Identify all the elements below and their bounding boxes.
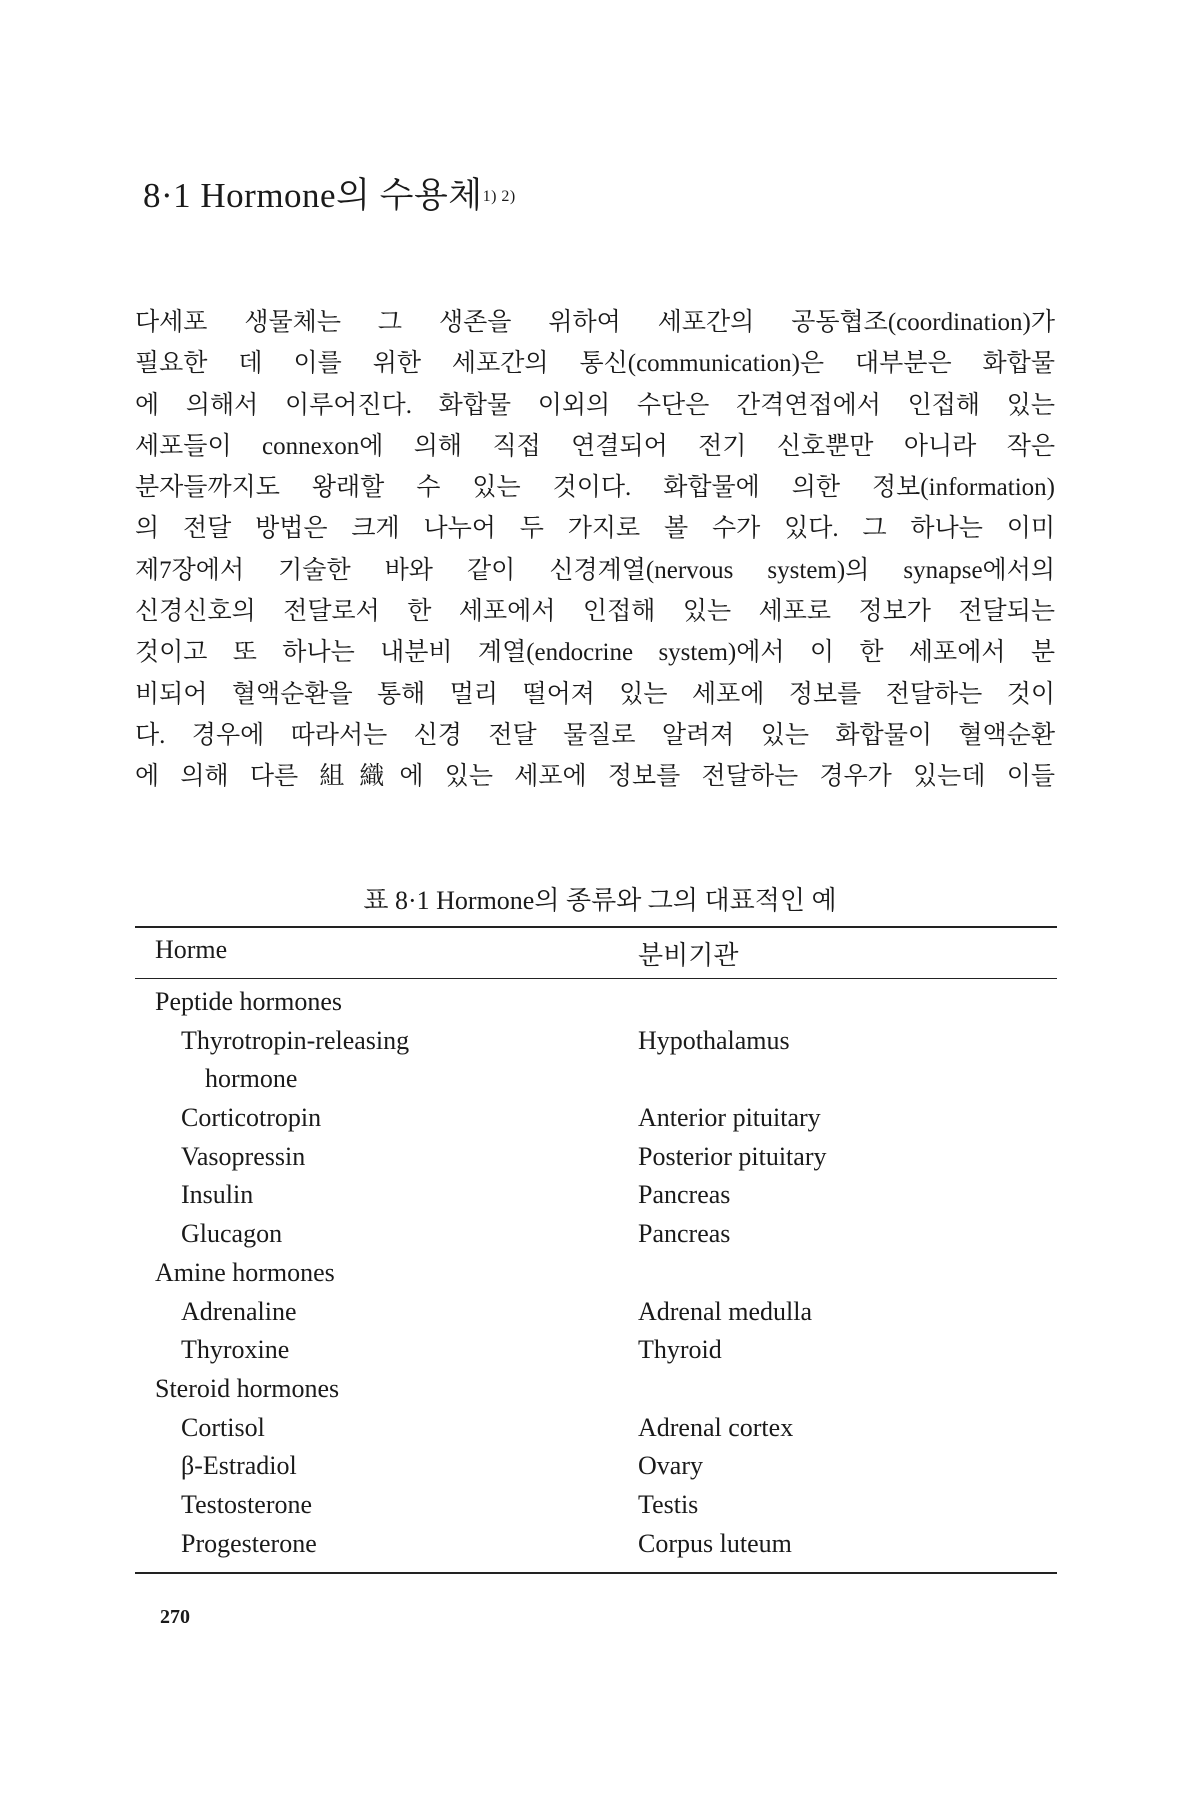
table-row bbox=[0, 1486, 1200, 1525]
table-row bbox=[0, 1409, 1200, 1448]
table-row bbox=[0, 1447, 1200, 1486]
table-row bbox=[0, 983, 1200, 1022]
section-title: 8·1 Hormone의 수용체 bbox=[143, 176, 483, 215]
paragraph-line: 비되어 혈액순환을 통해 멀리 떨어져 있는 세포에 정보를 전달하는 것이 bbox=[135, 680, 1055, 708]
table-row bbox=[0, 1525, 1200, 1564]
paragraph-line: 것이고 또 하나는 내분비 계열(endocrine system)에서 이 한 세포에서 분 bbox=[135, 639, 1055, 667]
secreting-organ: Hypothalamus bbox=[638, 1025, 790, 1055]
secreting-organ: Thyroid bbox=[638, 1335, 722, 1365]
hormone-name: Corticotropin bbox=[181, 1103, 322, 1133]
table-header-organ: 분비기관 bbox=[638, 941, 739, 970]
table-row bbox=[0, 1215, 1200, 1254]
paragraph-line: 에 의해 다른 組織에 있는 세포에 정보를 전달하는 경우가 있는데 이들 bbox=[135, 763, 1055, 791]
table-body bbox=[0, 983, 1200, 1563]
table-row bbox=[0, 1060, 1200, 1099]
hormone-name: Cortisol bbox=[181, 1412, 265, 1442]
hormone-name: Adrenaline bbox=[181, 1296, 297, 1326]
secreting-organ: Anterior pituitary bbox=[638, 1103, 821, 1133]
table-row bbox=[0, 1254, 1200, 1293]
table-header-rule bbox=[135, 978, 1057, 979]
hormone-name: β-Estradiol bbox=[181, 1451, 297, 1481]
table-row bbox=[0, 1293, 1200, 1332]
hormone-name: Vasopressin bbox=[181, 1141, 306, 1171]
hormone-name: Progesterone bbox=[181, 1528, 317, 1558]
table-row bbox=[0, 1022, 1200, 1061]
hormone-name: Steroid hormones bbox=[155, 1373, 340, 1403]
paragraph-line: 필요한 데 이를 위한 세포간의 통신(communication)은 대부분은 화합물 bbox=[135, 350, 1055, 378]
paragraph-line: 신경신호의 전달로서 한 세포에서 인접해 있는 세포로 정보가 전달되는 bbox=[135, 598, 1055, 626]
paragraph-line: 다세포 생물체는 그 생존을 위하여 세포간의 공동협조(coordination)가 bbox=[135, 309, 1055, 336]
page-number: 270 bbox=[160, 1606, 190, 1628]
hormone-name: Peptide hormones bbox=[155, 987, 343, 1016]
section-refs: 1) 2) bbox=[482, 188, 516, 205]
paragraph-line: 세포들이 connexon에 의해 직접 연결되어 전기 신호뿐만 아니라 작은 bbox=[135, 432, 1055, 460]
paragraph-line: 다. 경우에 따라서는 신경 전달 물질로 알려져 있는 화합물이 혈액순환 bbox=[135, 721, 1055, 749]
hormone-name: Amine hormones bbox=[155, 1257, 335, 1287]
paragraph-line: 제7장에서 기술한 바와 같이 신경계열(nervous system)의 synapse에서의 bbox=[135, 556, 1055, 584]
table-row bbox=[0, 1370, 1200, 1409]
hormone-name: hormone bbox=[205, 1064, 298, 1094]
secreting-organ: Ovary bbox=[638, 1451, 703, 1481]
table-bottom-rule bbox=[135, 1572, 1057, 1574]
secreting-organ: Pancreas bbox=[638, 1180, 731, 1210]
secreting-organ: Adrenal cortex bbox=[638, 1412, 794, 1442]
paragraph-line: 분자들까지도 왕래할 수 있는 것이다. 화합물에 의한 정보(information) bbox=[135, 474, 1055, 502]
table-caption: 표 8·1 Hormone의 종류와 그의 대표적인 예 bbox=[363, 886, 837, 915]
secreting-organ: Pancreas bbox=[638, 1219, 731, 1249]
hormone-name: Testosterone bbox=[181, 1489, 313, 1519]
table-row bbox=[0, 1099, 1200, 1138]
secreting-organ: Adrenal medulla bbox=[638, 1296, 812, 1326]
section-heading bbox=[143, 168, 516, 218]
hormone-name: Thyrotropin-releasing bbox=[181, 1025, 410, 1055]
secreting-organ: Posterior pituitary bbox=[638, 1141, 827, 1171]
hormone-name: Insulin bbox=[181, 1180, 254, 1210]
paragraph-line: 의 전달 방법은 크게 나누어 두 가지로 볼 수가 있다. 그 하나는 이미 bbox=[135, 515, 1055, 543]
table-top-rule bbox=[135, 926, 1057, 928]
table-row bbox=[0, 1138, 1200, 1177]
table-header-hormone: Horme bbox=[155, 935, 228, 964]
secreting-organ: Testis bbox=[638, 1489, 699, 1519]
table-row bbox=[0, 1331, 1200, 1370]
secreting-organ: Corpus luteum bbox=[638, 1528, 792, 1558]
table-row bbox=[0, 1176, 1200, 1215]
paragraph-line: 에 의해서 이루어진다. 화합물 이외의 수단은 간격연접에서 인접해 있는 bbox=[135, 391, 1055, 419]
hormone-name: Thyroxine bbox=[181, 1335, 290, 1365]
hormone-name: Glucagon bbox=[181, 1219, 283, 1249]
body-paragraph bbox=[135, 302, 1055, 798]
